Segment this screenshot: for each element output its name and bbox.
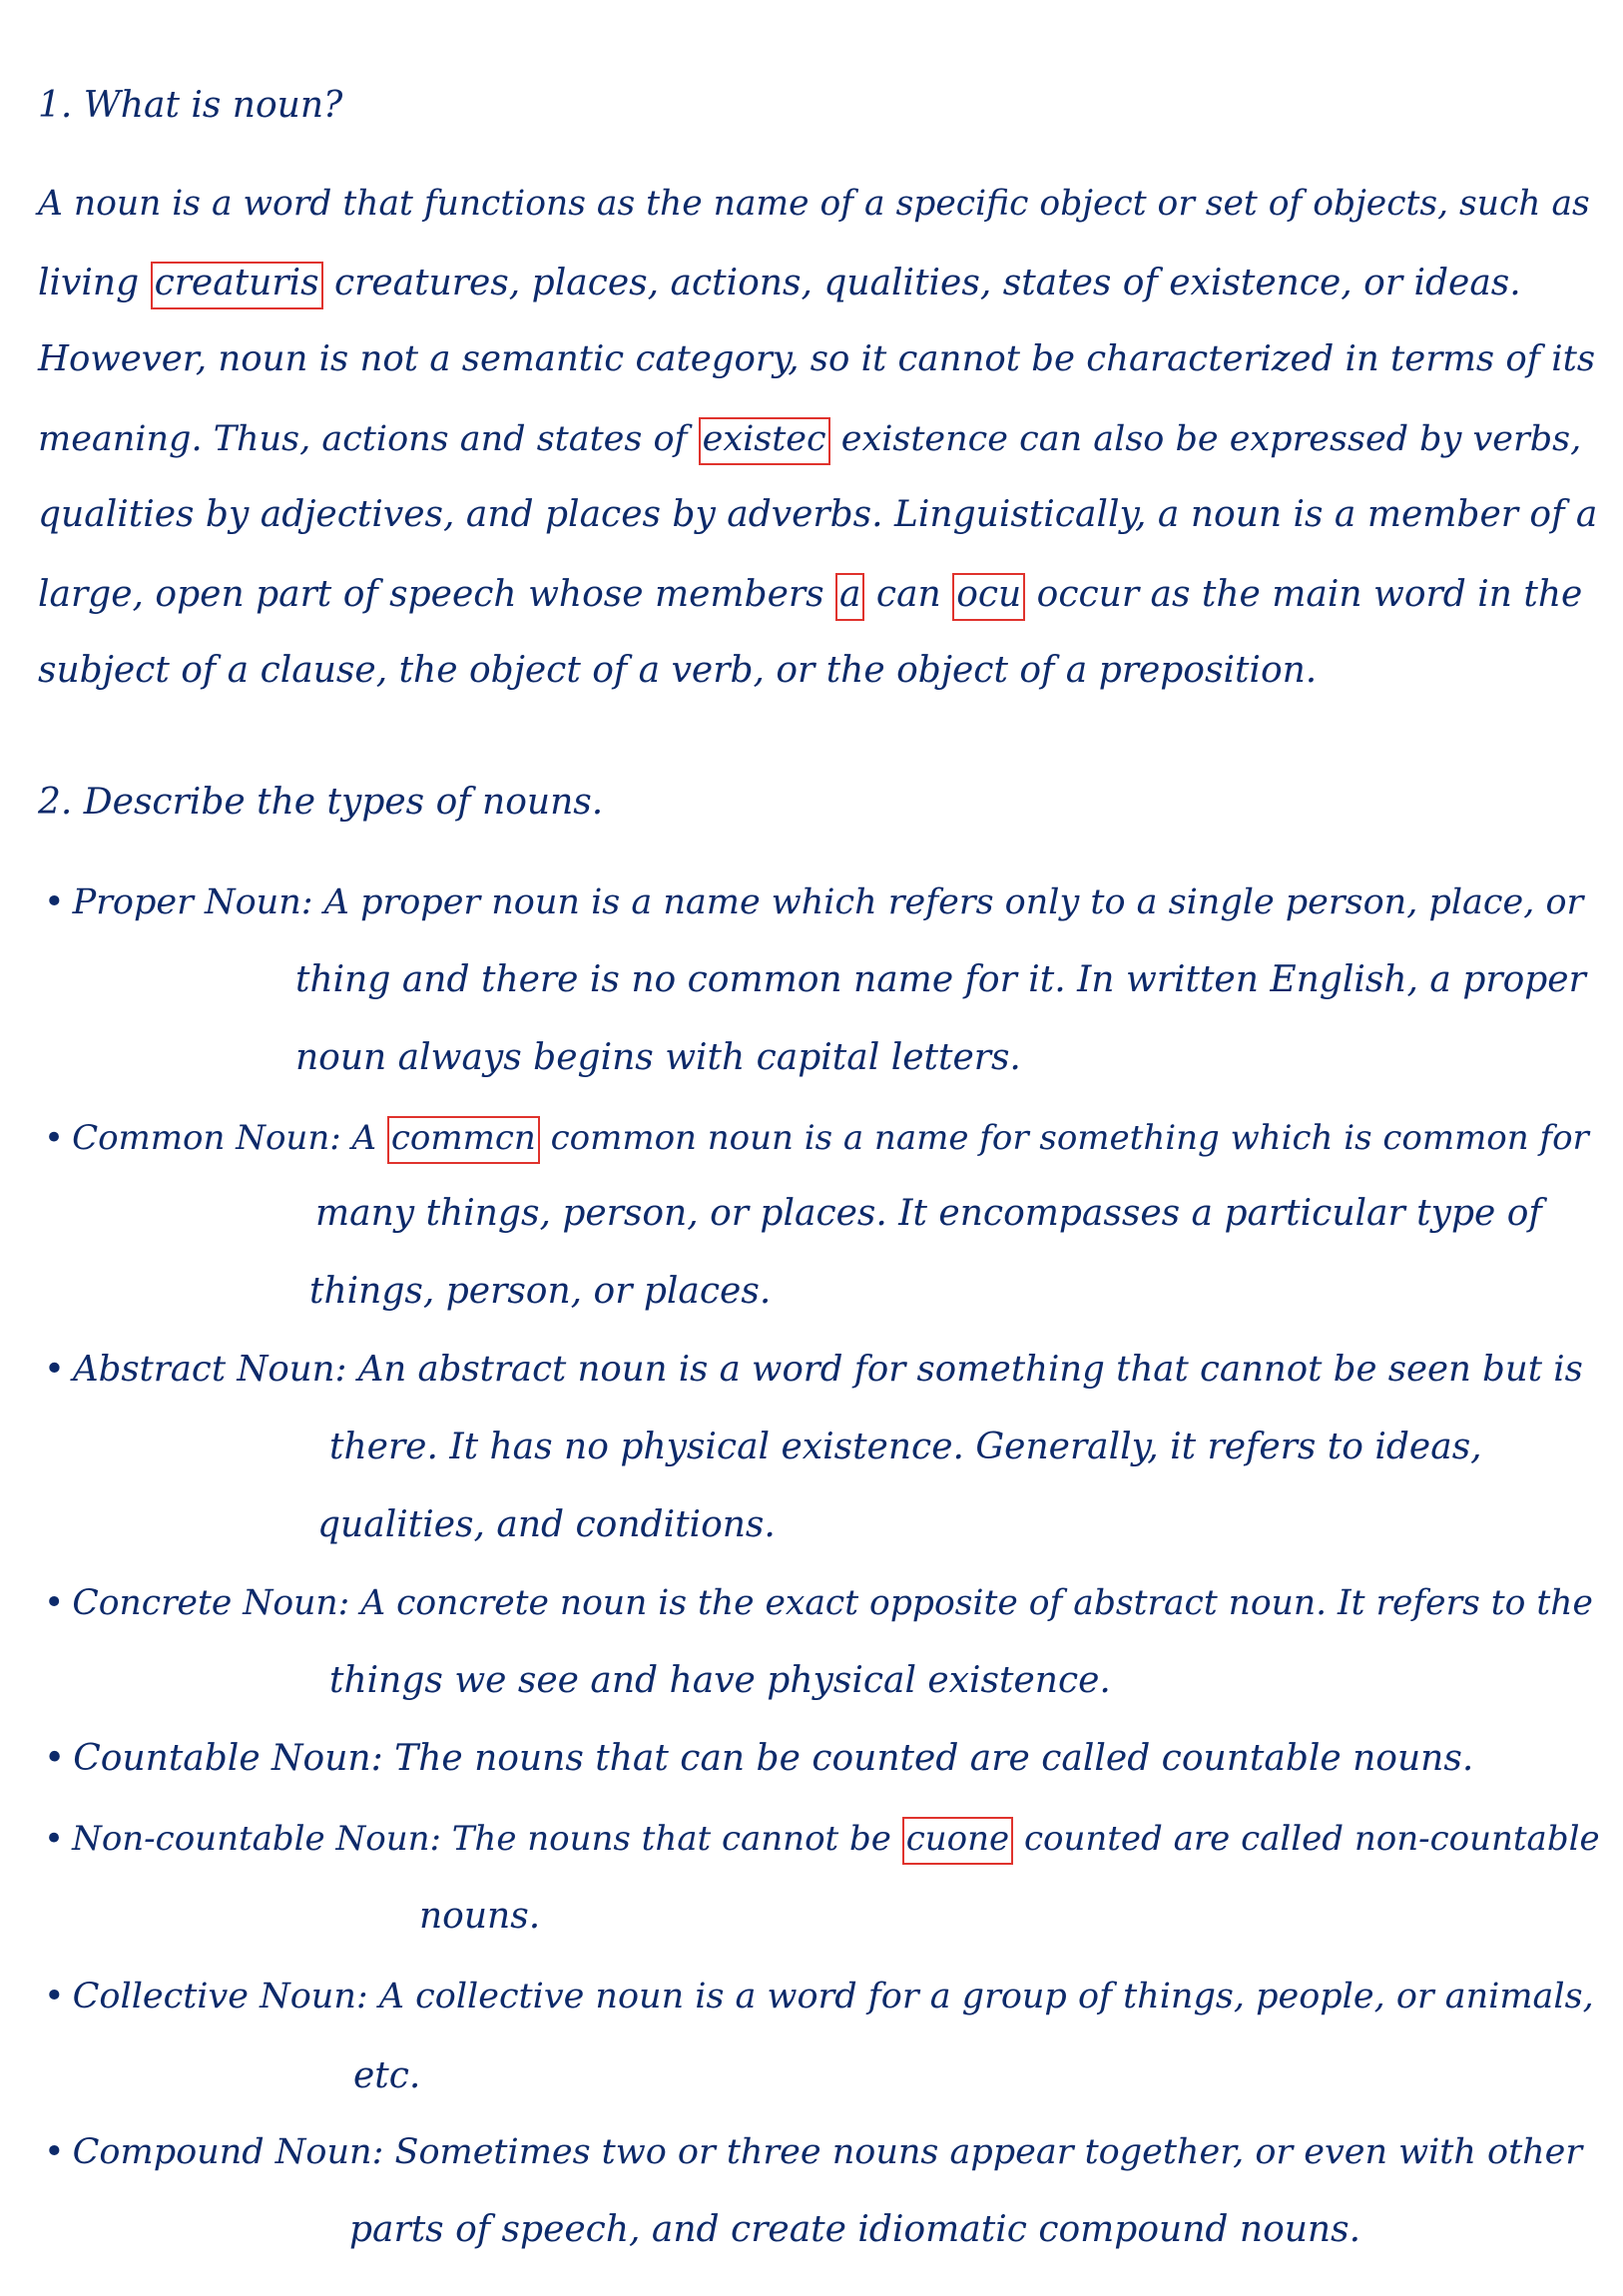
q2-heading: 2. Describe the types of nouns. bbox=[38, 782, 604, 823]
crossed-out-word: existec bbox=[699, 417, 830, 465]
bullet-icon: • bbox=[44, 1349, 65, 1390]
bullet-common-noun-line-2 bbox=[315, 1194, 1542, 1234]
bullet-concrete-noun-text-1: Concrete Noun: A concrete noun is the exact opposite of abstract noun. It refers to the bbox=[72, 1583, 1593, 1623]
bullet-concrete-noun-line-1 bbox=[44, 1583, 1593, 1623]
bullet-compound-noun-line-2 bbox=[349, 2210, 1360, 2250]
bullet-proper-noun-text-1: Proper Noun: A proper noun is a name which refers only to a single person, place, or bbox=[72, 882, 1584, 922]
bullet-icon: • bbox=[44, 1118, 65, 1158]
q1-line-2-post: creatures, places, actions, qualities, states of existence, or ideas. bbox=[322, 263, 1521, 303]
bullet-collective-noun-text-2: etc. bbox=[353, 2055, 421, 2096]
bullet-common-noun-pre: Common Noun: A bbox=[72, 1118, 387, 1158]
bullet-icon: • bbox=[44, 882, 65, 922]
bullet-abstract-noun-line-2 bbox=[329, 1428, 1482, 1467]
bullet-collective-noun-text-1: Collective Noun: A collective noun is a word for a group of things, people, or animals, bbox=[72, 1977, 1594, 2016]
bullet-countable-noun-text-1: Countable Noun: The nouns that can be counted are called countable nouns. bbox=[73, 1738, 1474, 1779]
bullet-non-countable-noun-line-1 bbox=[44, 1817, 1600, 1865]
crossed-out-word: a bbox=[835, 573, 864, 621]
q1-line-1-text: A noun is a word that functions as the name of a specific object or set of objects, such as bbox=[38, 184, 1590, 224]
crossed-out-word: creaturis bbox=[151, 262, 323, 309]
q1-line-6-mid: can bbox=[864, 574, 953, 615]
bullet-common-noun-text-3: things, person, or places. bbox=[309, 1271, 772, 1312]
q1-line-6-pre: large, open part of speech whose members bbox=[38, 574, 836, 615]
q1-line-6 bbox=[38, 573, 1582, 621]
bullet-abstract-noun-text-1: Abstract Noun: An abstract noun is a word for something that cannot be seen but is bbox=[72, 1349, 1583, 1390]
bullet-concrete-noun-line-2 bbox=[329, 1661, 1111, 1701]
q1-line-3-text: However, noun is not a semantic category, so it cannot be characterized in terms of its bbox=[38, 338, 1596, 379]
q1-line-4 bbox=[38, 417, 1581, 465]
q1-line-4-post: existence can also be expressed by verbs, bbox=[829, 419, 1582, 459]
bullet-proper-noun-line-3 bbox=[295, 1038, 1021, 1078]
bullet-compound-noun-line-1 bbox=[44, 2132, 1582, 2172]
q1-line-5 bbox=[38, 495, 1597, 535]
bullet-proper-noun-text-3: noun always begins with capital letters. bbox=[295, 1037, 1021, 1078]
bullet-icon: • bbox=[44, 1583, 65, 1623]
bullet-proper-noun-line-2 bbox=[295, 960, 1586, 1000]
q1-line-7 bbox=[38, 651, 1317, 691]
q1-line-1 bbox=[38, 184, 1590, 224]
bullet-abstract-noun-text-3: qualities, and conditions. bbox=[317, 1504, 776, 1545]
q1-line-4-pre: meaning. Thus, actions and states of bbox=[38, 419, 699, 459]
bullet-common-noun-line-1 bbox=[44, 1116, 1589, 1164]
bullet-concrete-noun-text-2: things we see and have physical existence. bbox=[329, 1660, 1111, 1701]
bullet-common-noun-post: common noun is a name for something which is common for bbox=[539, 1118, 1589, 1158]
crossed-out-word: ocu bbox=[952, 573, 1025, 621]
bullet-common-noun-line-3 bbox=[309, 1272, 771, 1312]
bullet-non-countable-noun-text-2: nouns. bbox=[419, 1896, 541, 1937]
bullet-countable-noun-line-1 bbox=[44, 1739, 1473, 1779]
crossed-out-word: commcn bbox=[387, 1116, 540, 1164]
q1-line-3 bbox=[38, 339, 1595, 379]
bullet-icon: • bbox=[44, 1819, 65, 1859]
bullet-non-countable-noun-line-2 bbox=[419, 1897, 540, 1937]
q1-heading: 1. What is noun? bbox=[38, 85, 343, 126]
bullet-collective-noun-line-2 bbox=[353, 2056, 420, 2096]
q1-line-6-post: occur as the main word in the bbox=[1025, 574, 1583, 615]
bullet-proper-noun-line-1 bbox=[44, 882, 1583, 922]
q1-line-7-text: subject of a clause, the object of a verb, or the object of a preposition. bbox=[38, 650, 1318, 691]
bullet-icon: • bbox=[44, 1738, 66, 1779]
bullet-non-countable-post: counted are called non-countable bbox=[1013, 1819, 1600, 1859]
bullet-compound-noun-text-2: parts of speech, and create idiomatic compound nouns. bbox=[349, 2209, 1361, 2250]
q1-line-2 bbox=[38, 262, 1521, 309]
bullet-abstract-noun-line-1 bbox=[44, 1350, 1583, 1390]
bullet-abstract-noun-text-2: there. It has no physical existence. Generally, it refers to ideas, bbox=[329, 1427, 1482, 1467]
bullet-compound-noun-text-1: Compound Noun: Sometimes two or three nouns appear together, or even with other bbox=[72, 2132, 1583, 2172]
bullet-proper-noun-text-2: thing and there is no common name for it. In written English, a proper bbox=[295, 959, 1586, 1000]
bullet-icon: • bbox=[44, 1977, 65, 2016]
q1-line-2-pre: living bbox=[38, 263, 151, 303]
bullet-abstract-noun-line-3 bbox=[317, 1505, 776, 1545]
bullet-common-noun-text-2: many things, person, or places. It encompasses a particular type of bbox=[315, 1193, 1542, 1234]
q1-line-5-text: qualities by adjectives, and places by adverbs. Linguistically, a noun is a member of a bbox=[38, 494, 1598, 535]
bullet-icon: • bbox=[44, 2132, 65, 2172]
bullet-non-countable-pre: Non-countable Noun: The nouns that cannot be bbox=[72, 1819, 902, 1859]
bullet-collective-noun-line-1 bbox=[44, 1977, 1594, 2016]
crossed-out-word: cuone bbox=[902, 1817, 1013, 1865]
